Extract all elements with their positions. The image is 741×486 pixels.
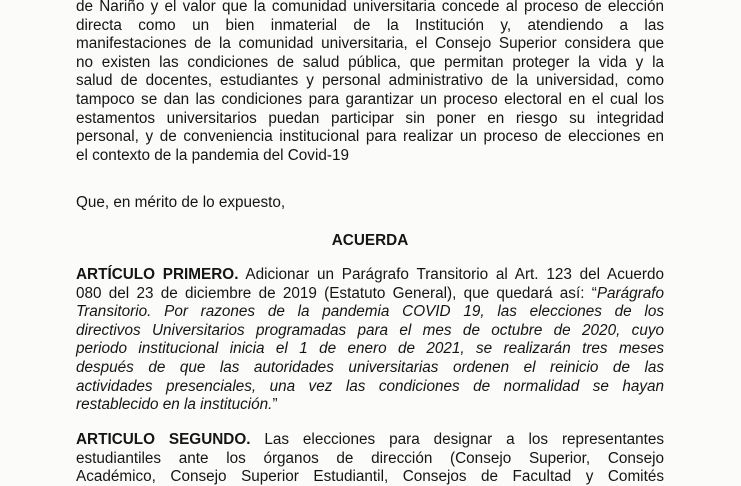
paragraph-que xyxy=(76,194,664,213)
text-line: estamentos universitarios puedan participar sin poner en riesgo su integridad xyxy=(76,109,664,127)
text-line: de Nariño y el valor que la comunidad universitaria concede al proceso de elección xyxy=(76,0,664,15)
text-line xyxy=(76,431,664,450)
text-line xyxy=(76,396,664,415)
articulo-segundo-text: Las elecciones para designar a los representantes xyxy=(250,431,664,448)
text-segment-italic: restablecido en la institución. xyxy=(76,396,273,414)
articulo-primero-label: ARTÍCULO PRIMERO. xyxy=(76,266,239,283)
text-line xyxy=(76,266,664,285)
text-line: salud de docentes, estudiantes y personal administrativo de la universidad, como xyxy=(76,72,664,90)
text-line: Académico, Consejo Superior Estudiantil, Consejos de Facultad y Comités xyxy=(76,468,664,486)
text-segment: 080 del 23 de diciembre de 2019 (Estatuto General), que quedará así: “ xyxy=(76,284,597,302)
text-line: el contexto de la pandemia del Covid-19 xyxy=(76,146,349,164)
text-line: no existen las condiciones de salud pública, que permitan proteger la vida y la xyxy=(76,53,664,71)
text-line: estudiantiles ante los órganos de dirección (Consejo Superior, Consejo xyxy=(76,449,664,467)
text-line-italic: actividades presenciales, una vez las condiciones de normalidad se hayan xyxy=(76,377,664,395)
articulo-primero-text: Adicionar un Parágrafo Transitorio al Art. 123 del Acuerdo xyxy=(238,266,664,283)
text-segment-italic: Parágrafo xyxy=(596,284,664,302)
articulo-primero xyxy=(76,266,664,415)
articulo-segundo xyxy=(76,431,664,486)
text-line: directa como un bien inmaterial de la Institución y, atendiendo a las xyxy=(76,16,664,34)
text-line: Que, en mérito de lo expuesto, xyxy=(76,194,286,211)
articulo-segundo-label: ARTICULO SEGUNDO. xyxy=(76,431,251,448)
text-line-italic: después de que las autoridades universitarias ordenen el reinicio de las xyxy=(76,358,664,376)
paragraph-context xyxy=(76,0,664,165)
text-line-italic: periodo institucional inicia el 1 de enero de 2021, se realizarán tres meses xyxy=(76,340,664,358)
closing-quote: ” xyxy=(272,396,278,414)
text-line-italic: Transitorio. Por razones de la pandemia COVID 19, las elecciones de los xyxy=(76,303,664,321)
text-line: manifestaciones de la comunidad universitaria, el Consejo Superior considera que xyxy=(76,35,664,53)
text-line: personal, y de conveniencia institucional para realizar un proceso de elecciones en xyxy=(76,128,664,146)
text-line xyxy=(76,285,664,304)
text-line-italic: directivos Universitarios programadas para el mes de octubre de 2020, cuyo xyxy=(76,321,664,339)
heading-acuerda: ACUERDA xyxy=(331,232,409,249)
text-line: tampoco se dan las condiciones para garantizar un proceso electoral en el cual los xyxy=(76,90,664,108)
